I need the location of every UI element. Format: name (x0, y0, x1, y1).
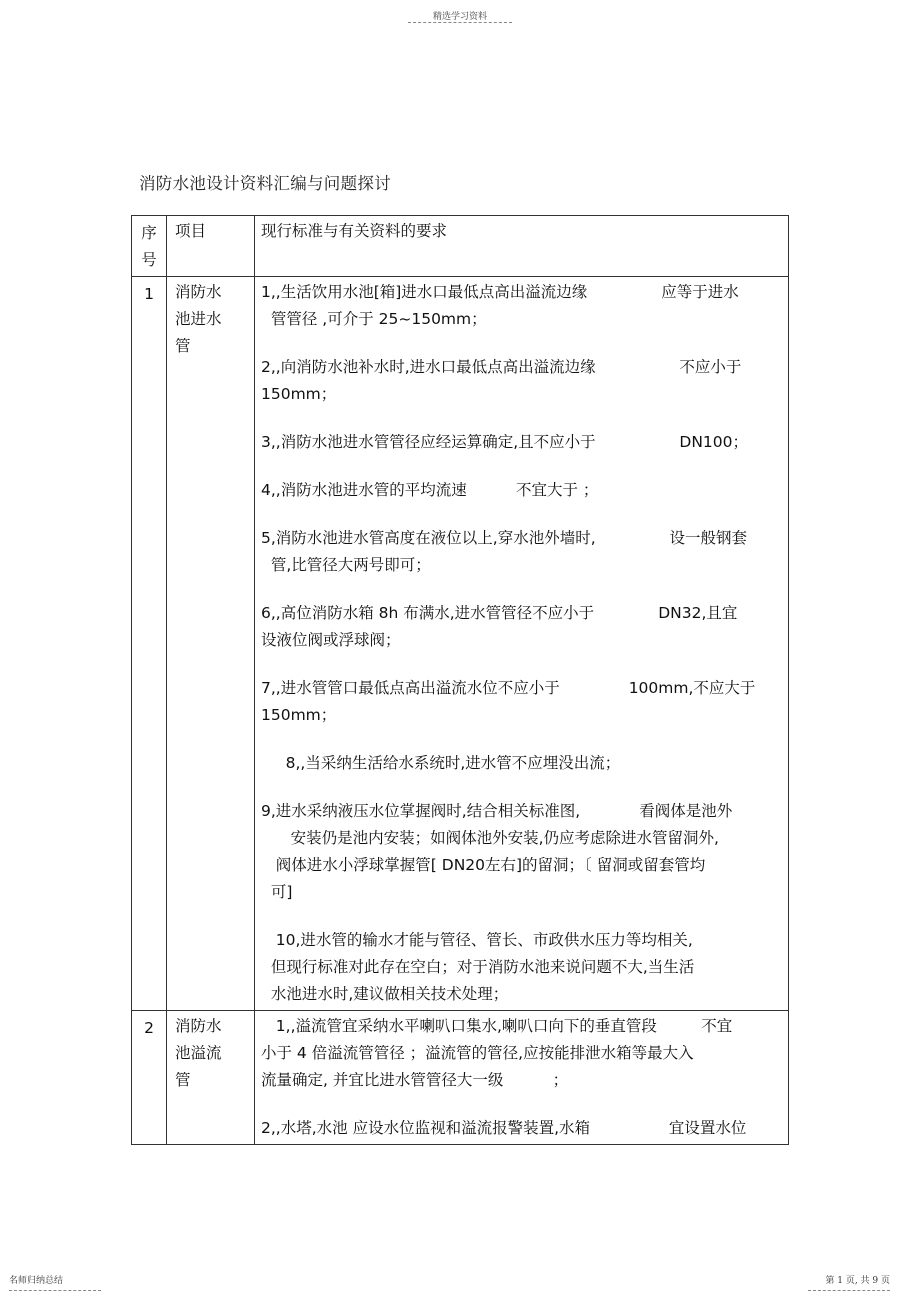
requirement-line: 2,,水塔,水池 应设水位监视和溢流报警装置,水箱 宜设置水位 (261, 1119, 747, 1137)
requirements-table (131, 215, 789, 1145)
requirement-line: 5,消防水池进水管高度在液位以上,穿水池外墙时, 设一般钢套 管,比管径大两号即可； (261, 529, 748, 574)
row-item: 消防水 池进水 管 (167, 277, 255, 1011)
row-requirements (255, 1011, 789, 1145)
page-indicator: 第 1 页, 共 9 页 (825, 1276, 890, 1286)
requirement-line: 7,,进水管管口最低点高出溢流水位不应小于 100mm,不应大于 150mm； (261, 679, 756, 724)
row-requirements (255, 277, 789, 1011)
row-seq: 2 (132, 1011, 167, 1145)
table-header-row (132, 216, 789, 277)
footer-left-divider (9, 1290, 101, 1291)
requirement-line: 10,进水管的输水才能与管径、管长、市政供水压力等均相关, 但现行标准对此存在空白；对于消防水池来说问题不大,当生活 水池进水时,建议做相关技术处理； (270, 931, 695, 1003)
header-note: 精选学习资料 (432, 12, 487, 22)
header-seq: 序 号 (132, 216, 167, 277)
requirement-line: 3,,消防水池进水管管径应经运算确定,且不应小于 DN100； (261, 433, 749, 451)
header-requirement: 现行标准与有关资料的要求 (255, 216, 789, 277)
header-item: 项目 (167, 216, 255, 277)
requirement-line: 1,,生活饮用水池[箱]进水口最低点高出溢流边缘 应等于进水 管管径 ,可介于 25~150mm； (261, 283, 739, 328)
requirement-line: 9,进水采纳液压水位掌握阀时,结合相关标准图, 看阀体是池外 安装仍是池内安装；如阀体池外安装,仍应考虑除进水管留洞外, 阀体进水小浮球掌握管[ DN20左右]的留洞；〔 留洞或留套管均 可] (261, 802, 733, 901)
row-seq: 1 (132, 277, 167, 1011)
table-row (132, 277, 789, 1011)
row-item: 消防水 池溢流 管 (167, 1011, 255, 1145)
document-title: 消防水池设计资料汇编与问题探讨 (139, 174, 391, 193)
footer-right-divider (808, 1290, 890, 1291)
header-divider (408, 22, 512, 23)
requirement-line: 1,,溢流管宜采纳水平喇叭口集水,喇叭口向下的垂直管段 不宜 小于 4 倍溢流管管径 ；溢流管的管径,应按能排泄水箱等最大入 流量确定, 并宜比进水管管径大一级 ； (261, 1017, 733, 1089)
requirement-line: 2,,向消防水池补水时,进水口最低点高出溢流边缘 不应小于 150mm； (261, 358, 742, 403)
table-row (132, 1011, 789, 1145)
requirement-line: 6,,高位消防水箱 8h 布满水,进水管管径不应小于 DN32,且宜 设液位阀或浮球阀； (261, 604, 738, 649)
requirement-line: 8,,当采纳生活给水系统时,进水管不应埋没出流； (261, 754, 621, 772)
footer-left-note: 名师归纳总结 (9, 1276, 64, 1286)
requirement-line: 4,,消防水池进水管的平均流速 不宜大于 ； (261, 481, 599, 499)
